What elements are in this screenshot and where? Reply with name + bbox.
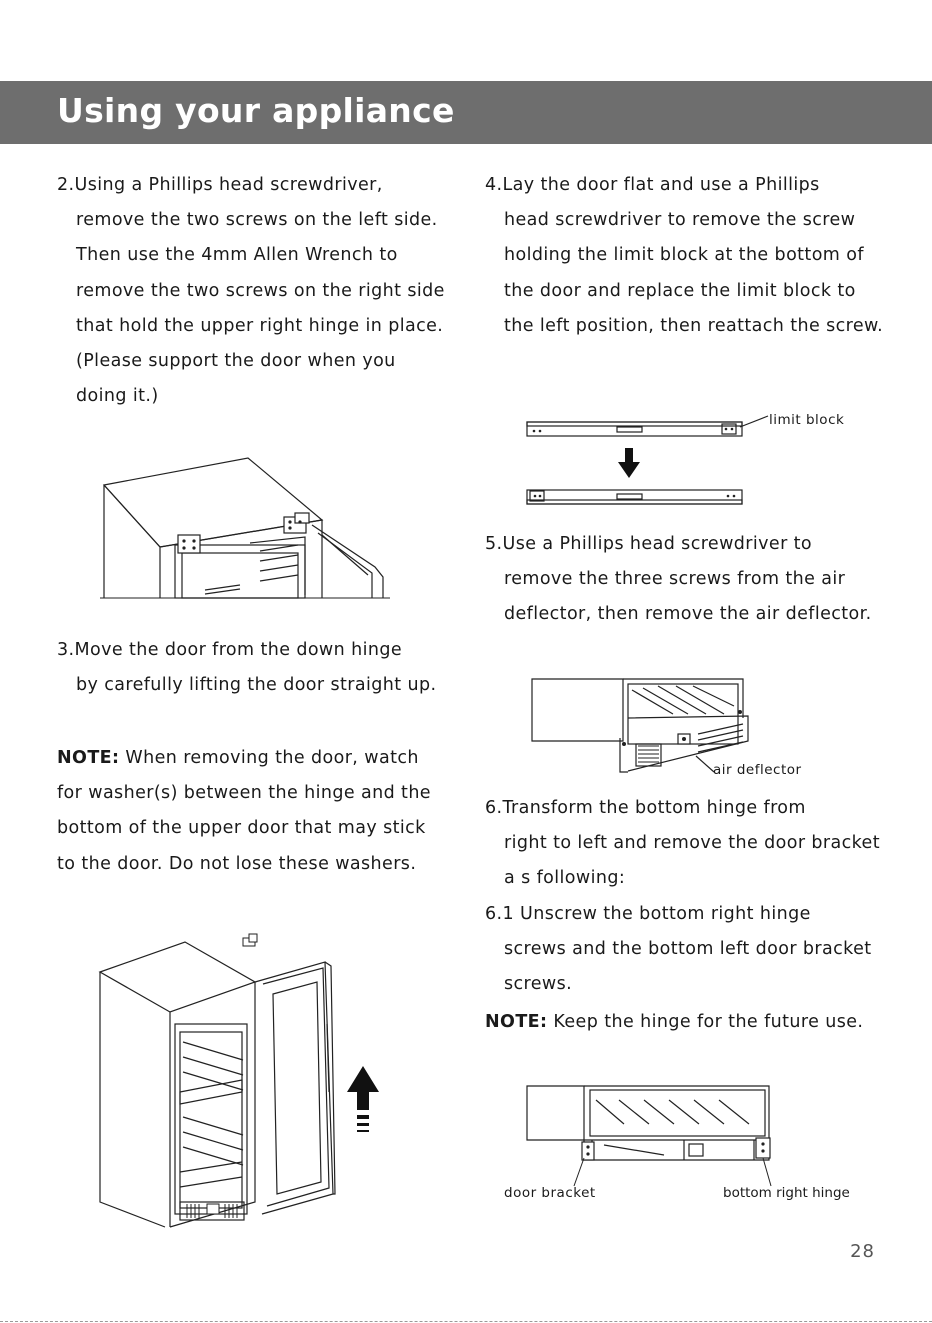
step-2: [57, 168, 452, 414]
limit-block-label: limit block: [769, 412, 845, 428]
step-3-text: by carefully lifting the door straight up.: [76, 675, 437, 696]
note-keep-hinge: [485, 1005, 865, 1040]
step-2-text: remove the two screws on the left side. Then use the 4mm Allen Wrench to remove the two screws on the right side that hold the upper right hinge in place.(Please support the door when you doing it.): [76, 210, 445, 407]
page-border: [0, 1321, 932, 1322]
note-washers: [57, 741, 432, 882]
note-label: NOTE:: [57, 748, 120, 768]
step-4: [485, 168, 885, 344]
air-deflector-label: air deflector: [713, 762, 802, 778]
step-3-first-line: 3.Move the door from the down hinge: [57, 640, 403, 660]
step-6: [485, 791, 885, 897]
step-6-1-text: screws and the bottom left door bracket screws.: [504, 939, 872, 995]
note-text: When removing the door, watch for washer(s) between the hinge and the bottom of the upper door that may stick to the door. Do not lose these washers.: [57, 748, 431, 874]
step-5-first-line: 5.Use a Phillips head screwdriver to: [485, 534, 813, 554]
step-6-first-line: 6.Transform the bottom hinge from: [485, 798, 806, 818]
bottom-right-hinge-label: bottom right hinge: [723, 1185, 850, 1201]
step-6-1-first-line: 6.1 Unscrew the bottom right hinge: [485, 904, 811, 924]
page-title: Using your appliance: [57, 91, 455, 130]
note-label: NOTE:: [485, 1012, 548, 1032]
step-6-text: right to left and remove the door bracket a s following:: [504, 833, 880, 889]
step-2-first-line: 2.Using a Phillips head screwdriver,: [57, 175, 383, 195]
figure-limit-block: [522, 412, 772, 512]
page-number: 28: [850, 1241, 875, 1262]
step-4-first-line: 4.Lay the door flat and use a Phillips: [485, 175, 820, 195]
figure-lift-door: [95, 932, 385, 1237]
step-5: [485, 527, 885, 633]
step-4-text: head screwdriver to remove the screw holding the limit block at the bottom of the door and replace the limit block to the left position, then reattach the screw.: [504, 210, 884, 336]
figure-bottom-hinge: [524, 1080, 779, 1190]
section-header: [0, 81, 932, 144]
door-bracket-label: door bracket: [504, 1185, 596, 1201]
note-text: Keep the hinge for the future use.: [547, 1012, 864, 1032]
figure-upper-hinge: [100, 455, 392, 603]
step-6-1: [485, 897, 885, 1003]
step-3: [57, 633, 452, 703]
figure-air-deflector: [528, 676, 753, 776]
step-5-text: remove the three screws from the air deflector, then remove the air deflector.: [504, 569, 872, 625]
